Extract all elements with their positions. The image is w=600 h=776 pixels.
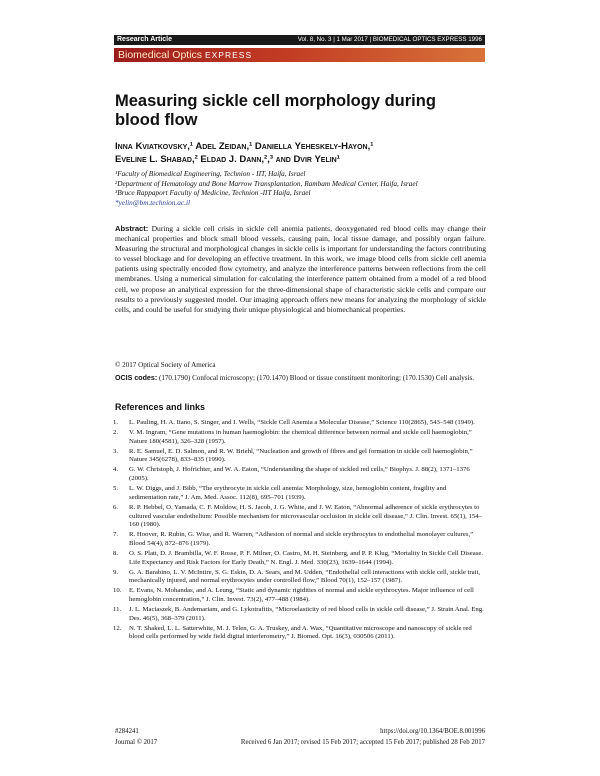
reference-item <box>113 569 485 586</box>
reference-text: L. W. Diggs, and J. Bibb, “The erythrocyte in sickle cell anemia: Morphology, size, hemoglobin content, fragility and sedimentation rate,” J. Am. Med. Assoc. 112(8), 695–701 (1939). <box>129 485 447 501</box>
publication-dates: Received 6 Jan 2017; revised 15 Feb 2017; accepted 15 Feb 2017; published 28 Feb 2017 <box>240 739 485 746</box>
reference-number: 2. <box>113 429 119 436</box>
reference-item <box>113 429 485 446</box>
reference-number: 10. <box>113 587 122 595</box>
journal-name <box>118 48 252 62</box>
copyright-notice: © 2017 Optical Society of America <box>115 361 216 369</box>
reference-item <box>113 504 485 530</box>
paper-title: Measuring sickle cell morphology during blood flow <box>115 92 436 129</box>
article-header-bar <box>114 35 485 45</box>
ocis-text: (170.1790) Confocal microscopy; (170.1470) Blood or tissue constituent monitoring; (170.1530) Cell analysis. <box>158 374 475 382</box>
reference-text: L. Pauling, H. A. Itano, S. Singer, and I. Wells, “Sickle Cell Anemia a Molecular Disease,” Science 110(2865), 543–548 (1949). <box>129 419 475 426</box>
reference-number: 9. <box>113 568 119 576</box>
author-line-2: Eveline L. Shabad,² Eldad J. Dann,²,³ and Dvir Yelin¹ <box>115 154 340 165</box>
reference-list <box>113 419 485 643</box>
ocis-label: OCIS codes: <box>115 374 158 382</box>
reference-text: O. S. Platt, D. J. Brambilla, W. F. Rosse, P. F. Milner, O. Castro, M. H. Steinberg, and P. P. Klug, “Mortality In Sickle Cell Disease. Life Expectancy and Risk Factors for Early Death,” N. Engl. J. Med. 330(23), 1639–1644 (1994). <box>129 549 484 566</box>
abstract-text: During a sickle cell crisis in sickle cell anemia patients, deoxygenated red blood cells may change their mechanical properties and block small blood vessels, causing pain, local tissue damage, and possibly organ failure. Measuring the structural and morphological changes in sickle cells is important for understanding the factors contributing to vessel blockage and for developing an effective treatment. In this work, we image blood cells from sickle cell anemia patients using spectrally encoded flow cytometry, and analyze the interference patterns between reflections from the cell membranes. Using a numerical simulation for calculating the interference pattern obtained from a model of a red blood cell, we propose an analytical expression for the three-dimensional shape of characteristic sickle cells and compare our results to a previously suggested model. Our imaging approach offers new means for analyzing the morphology of sickle cells, and could be useful for studying their unique physiological and biomechanical properties. <box>115 224 486 314</box>
reference-number: 12. <box>113 624 122 632</box>
reference-item <box>113 466 485 483</box>
journal-banner <box>114 48 485 62</box>
reference-number: 6. <box>113 503 119 511</box>
affiliation-3: ³Bruce Rappaport Faculty of Medicine, Technion -IIT Haifa, Israel <box>115 188 311 197</box>
article-type-label: Research Article <box>117 36 172 43</box>
reference-item <box>113 625 485 642</box>
reference-number: 8. <box>113 549 119 557</box>
reference-item <box>113 419 485 428</box>
reference-number: 4. <box>113 466 119 474</box>
corresponding-email-link[interactable]: *yelin@bm.technion.ac.il <box>115 197 190 207</box>
reference-text: R. Hoover, R. Rubin, G. Wise, and R. Warren, “Adhesion of normal and sickle erythrocytes to endothelial monolayer cultures,” Blood 54(4), 872–876 (1979). <box>129 531 474 547</box>
reference-text: G. W. Christoph, J. Hofrichter, and W. A. Eaton, “Understanding the shape of sickled red cells,” Biophys. J. 88(2), 1371–1376 (2005). <box>129 466 470 483</box>
reference-item <box>113 550 485 567</box>
reference-text: J. L. Maciaszek, B. Andemariam, and G. Lykotrafitis, “Microelasticity of red blood cells in sickle cell disease,” J. Strain Anal. Eng. Des. 46(5), 368–379 (2011). <box>129 606 484 622</box>
author-line-1: Inna Kviatkovsky,¹ Adel Zeidan,¹ Daniella Yeheskely-Hayon,¹ <box>115 141 374 152</box>
reference-item <box>113 606 485 623</box>
ocis-codes <box>115 374 485 383</box>
journal-copyright: Journal © 2017 <box>115 739 158 746</box>
reference-text: R. E. Samuel, E. D. Salmon, and R. W. Briehl, “Nucleation and growth of fibres and gel formation in sickle cell haemoglobin,” Nature 345(6278), 833–835 (1990). <box>129 447 473 464</box>
reference-item <box>113 531 485 548</box>
reference-text: E. Evans, N. Mohandas, and A. Leung, “Static and dynamic rigidities of normal and sickle erythrocytes. Major influence of cell hemoglobin concentration,” J. Clin. Invest. 73(2), 477–488 (1984). <box>129 587 474 604</box>
references-heading: References and links <box>115 402 206 412</box>
reference-text: N. T. Shaked, L. L. Satterwhite, M. J. Telen, G. A. Truskey, and A. Wax, “Quantitative microscope and nanoscopy of sickle red blood cells performed by wide field digital interferometry,” J. Biomed. Opt. 16(3), 030506 (2011). <box>129 624 472 641</box>
reference-item <box>113 587 485 604</box>
reference-number: 1. <box>113 419 119 426</box>
affiliation-2: ²Department of Hematology and Bone Marrow Transplantation, Rambam Medical Center, Haifa, Israel <box>115 178 418 188</box>
reference-text: G. A. Barabino, L. V. McIntire, S. G. Eskin, D. A. Sears, and M. Udden, “Endothelial cell interactions with sickle cell, sickle trait, mechanically injured, and normal erythrocytes under controlled flow,” Blood 70(1), 152–157 (1987). <box>129 568 481 585</box>
journal-suffix: EXPRESS <box>204 50 253 60</box>
reference-number: 11. <box>113 606 122 614</box>
reference-number: 7. <box>113 531 119 539</box>
reference-item <box>113 448 485 465</box>
affiliation-1: ¹Faculty of Biomedical Engineering, Technion - IIT, Haifa, Israel <box>115 169 306 178</box>
issue-info: Vol. 8, No. 3 | 1 Mar 2017 | BIOMEDICAL OPTICS EXPRESS 1996 <box>297 36 482 43</box>
reference-text: R. P. Hebbel, O. Yamada, C. F. Moldow, H. S. Jacob, J. G. White, and J. W. Eaton, “Abnormal adherence of sickle erythrocytes to cultured vascular endothelium: Possible mechanism for microvascular occlusion in sickle cell disease,” J. Clin. Invest. 65(1), 154–160 (1980). <box>129 503 482 529</box>
reference-text: V. M. Ingram, “Gene mutations in human haemoglobin: the chemical difference between normal and sickle cell haemoglobin,” Nature 180(4581), 326–328 (1957). <box>129 429 472 445</box>
doi-link[interactable]: https://doi.org/10.1364/BOE.8.001996 <box>380 728 485 735</box>
reference-item <box>113 485 485 502</box>
reference-number: 3. <box>113 447 119 455</box>
article-id: #284241 <box>115 728 139 735</box>
footer-row-1 <box>115 727 485 736</box>
journal-name-text: Biomedical Optics <box>118 49 203 61</box>
footer-row-2 <box>115 738 485 747</box>
affiliations <box>115 169 485 207</box>
abstract-label: Abstract: <box>115 224 149 233</box>
author-list <box>115 140 485 166</box>
abstract <box>115 224 486 315</box>
reference-number: 5. <box>113 485 119 493</box>
